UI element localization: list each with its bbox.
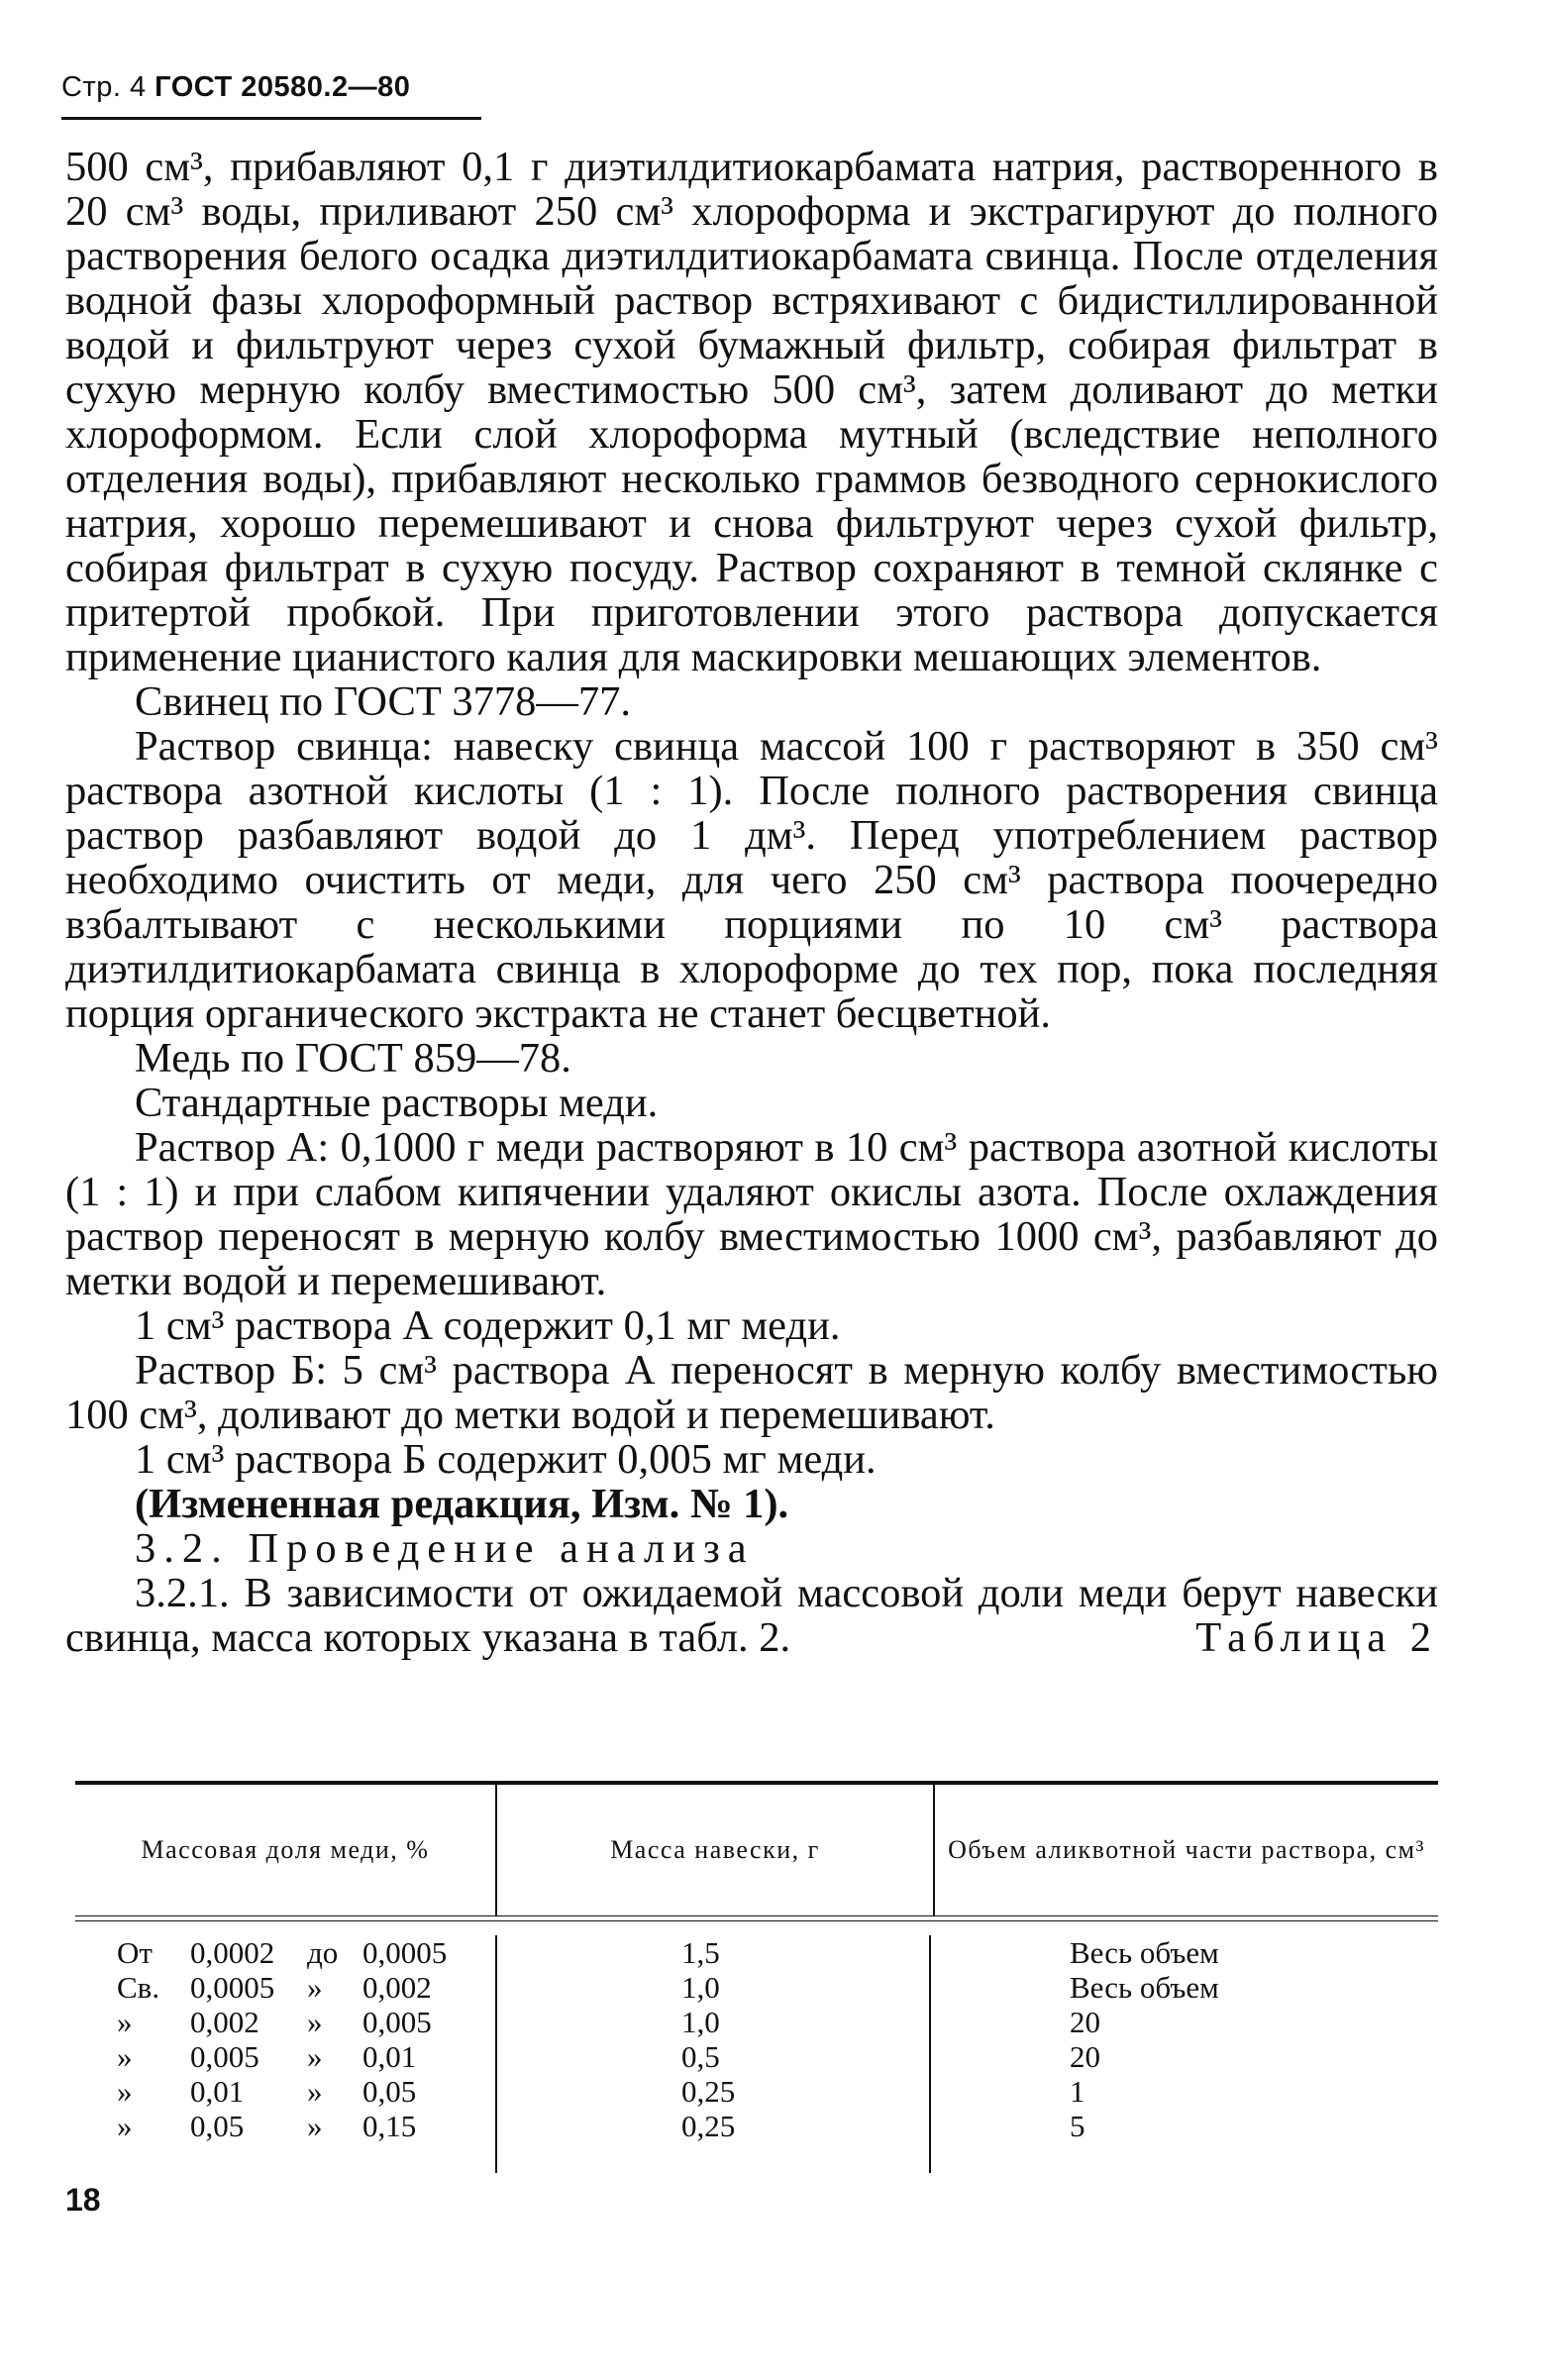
- range-prefix: Св.: [117, 1970, 160, 2005]
- table-2: [75, 1781, 1438, 2173]
- mass-cell: 0,25: [681, 2074, 736, 2109]
- paragraph-solution-a: Раствор А: 0,1000 г меди растворяют в 10 см³ раствора азотной кислоты (1 : 1) и при слабом кипячении удаляют окислы азота. После охлаждения раствор переносят в мерную колбу вместимостью 1000 см³, разбавляют до метки водой и перемешивают.: [65, 1124, 1438, 1304]
- range-from: 0,05: [190, 2109, 245, 2143]
- paragraph-solution-b: Раствор Б: 5 см³ раствора А переносят в мерную колбу вместимостью 100 см³, доливают до метки водой и перемешивают.: [65, 1347, 1438, 1438]
- volume-cell: 5: [1070, 2109, 1085, 2143]
- range-from: 0,0005: [190, 1970, 275, 2005]
- range-prefix: »: [117, 2109, 133, 2143]
- paragraph-3-2-1-text: 3.2.1. В зависимости от ожидаемой массовой доли меди берут навески свинца, масса которых указана в табл. 2.: [65, 1570, 1438, 1661]
- volume-cell: 1: [1070, 2074, 1085, 2109]
- standard-number: ГОСТ 20580.2—80: [155, 71, 411, 103]
- range-separator: »: [307, 2074, 323, 2109]
- paragraph-solution-b-content: 1 см³ раствора Б содержит 0,005 мг меди.: [135, 1436, 877, 1483]
- header-copper-fraction: Массовая доля меди, %: [141, 1835, 430, 1864]
- range-from: 0,002: [190, 2005, 259, 2039]
- range-prefix: »: [117, 2005, 133, 2039]
- mass-cell: 1,0: [681, 1970, 720, 2005]
- document-body: [65, 145, 1438, 1660]
- range-separator: »: [307, 2039, 323, 2074]
- table-row: [117, 2074, 495, 2109]
- table-row: [117, 1935, 495, 1970]
- column-copper-fraction: [75, 1935, 495, 2173]
- range-from: 0,0002: [190, 1935, 275, 1970]
- paragraph-solution-a-content: 1 см³ раствора А содержит 0,1 мг меди.: [135, 1302, 841, 1349]
- table-label: Таблица 2: [1195, 1614, 1438, 1661]
- table-row: [117, 2005, 495, 2039]
- paragraph-lead: Свинец по ГОСТ 3778—77.: [135, 678, 632, 725]
- mass-cell: 1,5: [681, 1935, 720, 1970]
- paragraph-3-2-1: [65, 1571, 1438, 1660]
- range-to: 0,002: [362, 1970, 432, 2005]
- range-from: 0,01: [190, 2074, 245, 2109]
- paragraph-lead-solution: Раствор свинца: навеску свинца массой 100 г растворяют в 350 см³ раствора азотной кислоты (1 : 1). После полного растворения свинца раствор разбавляют водой до 1 дм³. Перед употреблением раствор необходимо очистить от меди, для чего 250 см³ раствора поочередно взбалтывают с несколькими порциями по 10 см³ раствора диэтилдитиокарбамата свинца в хлороформе до тех пор, пока последняя порция органического экстракта не станет бесцветной.: [65, 723, 1438, 1037]
- range-separator: »: [307, 2109, 323, 2143]
- paragraph-reagent-continuation: 500 см³, прибавляют 0,1 г диэтилдитиокарбамата натрия, растворенного в 20 см³ воды, приливают 250 см³ хлороформа и экстрагируют до полного растворения белого осадка диэтилдитиокарбамата свинца. После отделения водной фазы хлороформный раствор встряхивают с бидистиллированной водой и фильтруют через сухой бумажный фильтр, собирая фильтрат в сухую мерную колбу вместимостью 500 см³, затем доливают до метки хлороформом. Если слой хлороформа мутный (вследствие неполного отделения воды), прибавляют несколько граммов безводного сернокислого натрия, хорошо перемешивают и снова фильтруют через сухой фильтр, собирая фильтрат в сухую посуду. Раствор сохраняют в темной склянке с притертой пробкой. При приготовлении этого раствора допускается применение цианистого калия для маскировки мешающих элементов.: [65, 144, 1438, 680]
- header-sample-mass: Масса навески, г: [495, 1785, 935, 1915]
- page-header: [61, 71, 410, 104]
- range-separator: »: [307, 1970, 323, 2005]
- range-to: 0,15: [362, 2109, 417, 2143]
- volume-cell: 20: [1070, 2005, 1100, 2039]
- table-row: [117, 1970, 495, 2005]
- mass-cell: 1,0: [681, 2005, 720, 2039]
- header-aliquot-volume: Объем аликвотной части раствора, см³: [948, 1835, 1425, 1864]
- range-to: 0,0005: [362, 1935, 448, 1970]
- mass-cell: 0,25: [681, 2109, 736, 2143]
- volume-cell: Весь объем: [1070, 1935, 1219, 1970]
- page-label: Стр. 4: [61, 71, 147, 103]
- range-to: 0,005: [362, 2005, 432, 2039]
- column-sample-mass: [495, 1935, 931, 2173]
- range-to: 0,01: [362, 2039, 417, 2074]
- page-number: 18: [65, 2182, 101, 2218]
- range-to: 0,05: [362, 2074, 417, 2109]
- column-aliquot-volume: [931, 1935, 1438, 2173]
- paragraph-copper: Медь по ГОСТ 859—78.: [135, 1035, 571, 1082]
- header-rule: [61, 117, 481, 120]
- paragraph-standard-solutions: Стандартные растворы меди.: [135, 1080, 659, 1126]
- range-prefix: »: [117, 2074, 133, 2109]
- table-body: [75, 1921, 1438, 2173]
- table-row: [117, 2109, 495, 2143]
- range-separator: »: [307, 2005, 323, 2039]
- table-row: [117, 2039, 495, 2074]
- volume-cell: 20: [1070, 2039, 1100, 2074]
- range-from: 0,005: [190, 2039, 259, 2074]
- mass-cell: 0,5: [681, 2039, 720, 2074]
- volume-cell: Весь объем: [1070, 1970, 1219, 2005]
- section-heading: 3.2. Проведение анализа: [135, 1525, 755, 1572]
- range-prefix: От: [117, 1935, 153, 1970]
- table-header: [75, 1785, 1438, 1915]
- range-prefix: »: [117, 2039, 133, 2074]
- amendment-note: (Измененная редакция, Изм. № 1).: [135, 1481, 789, 1527]
- range-separator: до: [307, 1935, 339, 1970]
